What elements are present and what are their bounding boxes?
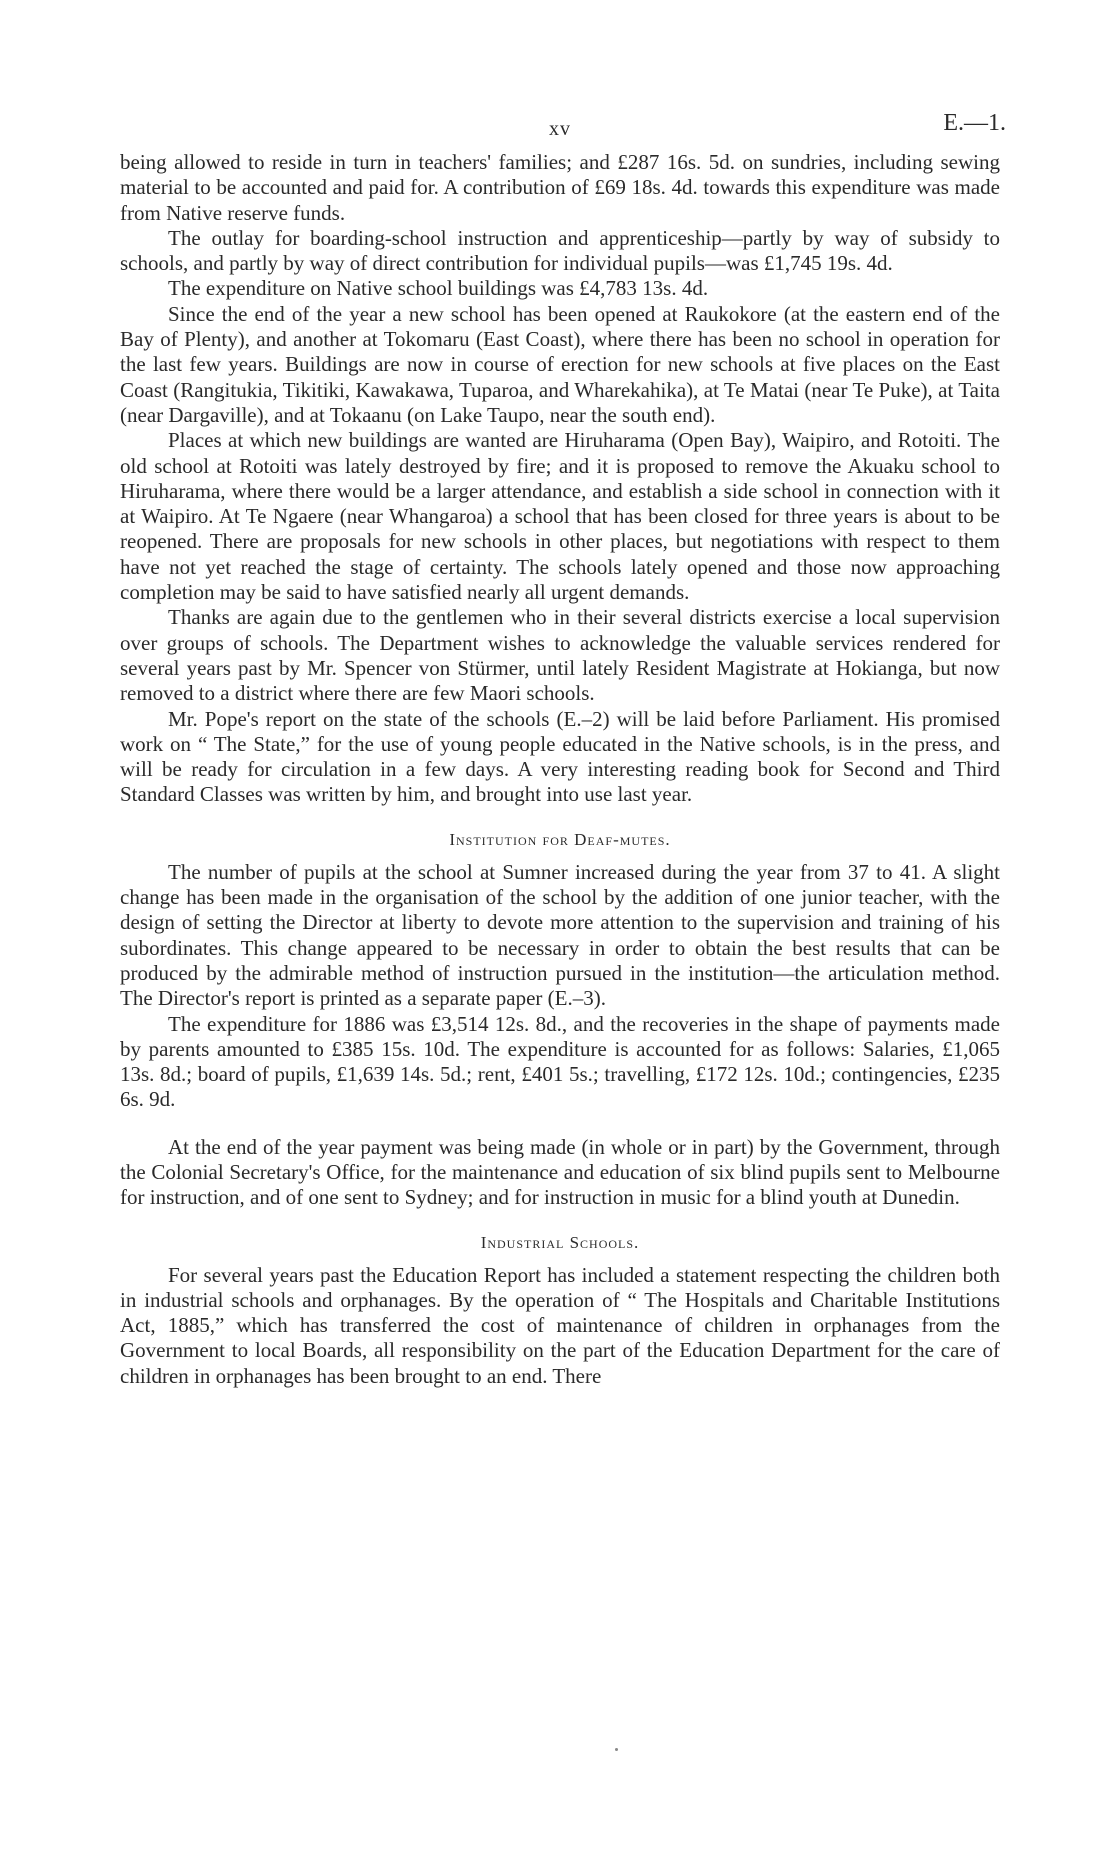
paragraph: being allowed to reside in turn in teachers' families; and £287 16s. 5d. on sundries, including sewing material to be accounted and paid for. A contribution of £69 18s. 4d. towards this expenditure was made from Native reserve funds. — [120, 150, 1000, 225]
document-page — [120, 110, 1006, 1389]
paragraph: At the end of the year payment was being made (in whole or in part) by the Government, through the Colonial Secretary's Office, for the maintenance and education of six blind pupils sent to Melbourne for instruction, and of one sent to Sydney; and for instruction in music for a blind youth at Dunedin. — [120, 1134, 1000, 1210]
paragraph: Mr. Pope's report on the state of the schools (E.–2) will be laid before Parliament. His promised work on “ The State,” for the use of young people educated in the Native schools, is in the press, and will be ready for circulation in a few days. A very interesting reading book for Second and Third Standard Classes was written by him, and brought into use last year. — [120, 706, 1000, 807]
paragraph: Thanks are again due to the gentlemen who in their several districts exercise a local supervision over groups of schools. The Department wishes to acknowledge the valuable services rendered for several years past by Mr. Spencer von Stürmer, until lately Resident Magistrate at Hokianga, but now removed to a district where there are few Maori schools. — [120, 605, 1000, 706]
section-heading-deaf-mutes: Institution for Deaf-mutes. — [449, 829, 671, 849]
paragraph: The expenditure for 1886 was £3,514 12s. 8d., and the recoveries in the shape of payments made by parents amounted to £385 15s. 10d. The expenditure is accounted for as follows: Salaries, £1,065 13s. 8d.; board of pupils, £1,639 14s. 5d.; rent, £401 5s.; travelling, £172 12s. 10d.; contingencies, £235 6s. 9d. — [120, 1011, 1000, 1112]
paragraph: Since the end of the year a new school has been opened at Raukokore (at the eastern end of the Bay of Plenty), and another at Tokomaru (East Coast), where there has been no school in operation for the last few years. Buildings are now in course of erection for new schools at five places on the East Coast (Rangitukia, Tikitiki, Kawakawa, Tuparoa, and Wharekahika), at Te Matai (near Te Puke), at Taita (near Dargaville), and at Tokaanu (on Lake Taupo, near the south end). — [120, 301, 1000, 427]
section-heading-industrial-schools: Industrial Schools. — [480, 1232, 640, 1252]
paragraph: The expenditure on Native school buildings was £4,783 13s. 4d. — [168, 276, 709, 301]
page-header — [120, 110, 1006, 150]
paragraph: For several years past the Education Report has included a statement respecting the children both in industrial schools and orphanages. By the operation of “ The Hospitals and Charitable Institutions Act, 1885,” which has transferred the cost of maintenance of children in orphanages from the Government to local Boards, all responsibility on the part of the Education Department for the care of children in orphanages has been brought to an end. There — [120, 1262, 1000, 1388]
paragraph: The outlay for boarding-school instruction and apprenticeship—partly by way of subsidy to schools, and partly by way of direct contribution for individual pupils—was £1,745 19s. 4d. — [120, 225, 1000, 276]
paragraph: Places at which new buildings are wanted are Hiruharama (Open Bay), Waipiro, and Rotoiti. The old school at Rotoiti was lately destroyed by fire; and it is proposed to remove the Akuaku school to Hiruharama, where there would be a larger attendance, and establish a side school in connection with it at Waipiro. At Te Ngaere (near Whangaroa) a school that has been closed for three years is about to be reopened. There are proposals for new schools in other places, but negotiations with respect to them have not yet reached the stage of certainty. The schools lately opened and those now approaching completion may be said to have satisfied nearly all urgent demands. — [120, 428, 1000, 605]
document-reference: E.—1. — [943, 110, 1006, 136]
stray-mark — [615, 1748, 618, 1751]
page-number: xv — [549, 118, 571, 140]
paragraph: The number of pupils at the school at Sumner increased during the year from 37 to 41. A slight change has been made in the organisation of the school by the addition of one junior teacher, with the design of setting the Director at liberty to devote more attention to the supervision and training of his subordinates. This change appeared to be necessary in order to obtain the best results that can be produced by the admirable method of instruction pursued in the institution—the articulation method. The Director's report is printed as a separate paper (E.–3). — [120, 859, 1000, 1011]
